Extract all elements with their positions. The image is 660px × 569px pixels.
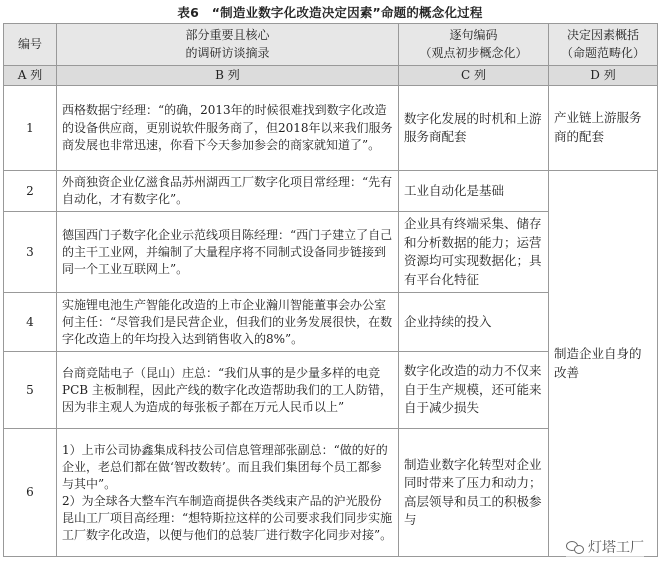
coding-cell: 制造业数字化转型对企业同时带来了压力和动力；高层领导和员工的积极参与 bbox=[399, 429, 549, 557]
coding-cell: 企业具有终端采集、储存和分析数据的能力；运营资源均可实现数据化；具有平台化特征 bbox=[399, 212, 549, 293]
concept-table bbox=[3, 23, 658, 557]
interview-excerpt: 西格数据宁经理：“的确，2013年的时候很难找到数字化改造的设备供应商，更别说软件服务商了，但2018年以来我们服务商发展也非常迅速，你看下今天参加参会的商家就知道了”。 bbox=[57, 86, 399, 171]
table-row bbox=[4, 171, 658, 212]
watermark bbox=[566, 537, 644, 557]
coding-cell: 工业自动化是基础 bbox=[399, 171, 549, 212]
coding-cell: 数字化改造的动力不仅来自于生产规模，还可能来自于减少损失 bbox=[399, 352, 549, 429]
factor-self: 制造企业自身的改善 bbox=[549, 171, 658, 557]
table-row bbox=[4, 86, 658, 171]
row-number: 1 bbox=[4, 86, 57, 171]
factor-upstream: 产业链上游服务商的配套 bbox=[549, 86, 658, 171]
coding-cell: 企业持续的投入 bbox=[399, 293, 549, 352]
wechat-icon bbox=[566, 540, 584, 554]
row-number: 3 bbox=[4, 212, 57, 293]
watermark-label: 灯塔工厂 bbox=[588, 540, 644, 556]
header-coding: 逐句编码 （观点初步概念化） bbox=[399, 24, 549, 66]
interview-excerpt: 台商竞陆电子（昆山）庄总：“我们从事的是少量多样的电竞 PCB 主板制程，因此产线的数字化改造帮助我们的工人防错，因为非主观人为造成的每张板子都在万元人民币以上” bbox=[57, 352, 399, 429]
interview-excerpt: 实施锂电池生产智能化改造的上市企业瀚川智能董事会办公室何主任：“尽管我们是民营企业，但我们的业务发展很快，在数字化改造上的年均投入达到销售收入的8%”。 bbox=[57, 293, 399, 352]
interview-excerpt: 德国西门子数字化企业示范线项目陈经理：“西门子建立了自己的主干工业网，并编制了大量程序将不同制式设备同步链接到同一个工业互联网上”。 bbox=[57, 212, 399, 293]
row-number: 5 bbox=[4, 352, 57, 429]
column-letter-d: D 列 bbox=[549, 66, 658, 86]
row-number: 6 bbox=[4, 429, 57, 557]
column-letter-b: B 列 bbox=[57, 66, 399, 86]
row-number: 4 bbox=[4, 293, 57, 352]
row-number: 2 bbox=[4, 171, 57, 212]
column-letter-a: A 列 bbox=[4, 66, 57, 86]
interview-excerpt: 1）上市公司协鑫集成科技公司信息管理部张副总：“做的好的企业，老总们都在做‘智改数转’。而且我们集团每个员工都参与其中”。 2）为全球各大整车汽车制造商提供各类线束产品的沪光股份昆山工厂项目高经理：“想特斯拉这样的公司要求我们同步实施工厂数字化改造，以便与他们的总装厂进行数字化同步对接”。 bbox=[57, 429, 399, 557]
header-interview: 部分重要且核心 的调研访谈摘录 bbox=[57, 24, 399, 66]
header-factor: 决定因素概括 （命题范畴化） bbox=[549, 24, 658, 66]
header-number: 编号 bbox=[4, 24, 57, 66]
coding-cell: 数字化发展的时机和上游服务商配套 bbox=[399, 86, 549, 171]
table-caption: 表6 “制造业数字化改造决定因素”命题的概念化过程 bbox=[177, 5, 483, 20]
column-letter-c: C 列 bbox=[399, 66, 549, 86]
interview-excerpt: 外商独资企业亿滋食品苏州湖西工厂数字化项目常经理：“先有自动化，才有数字化”。 bbox=[57, 171, 399, 212]
